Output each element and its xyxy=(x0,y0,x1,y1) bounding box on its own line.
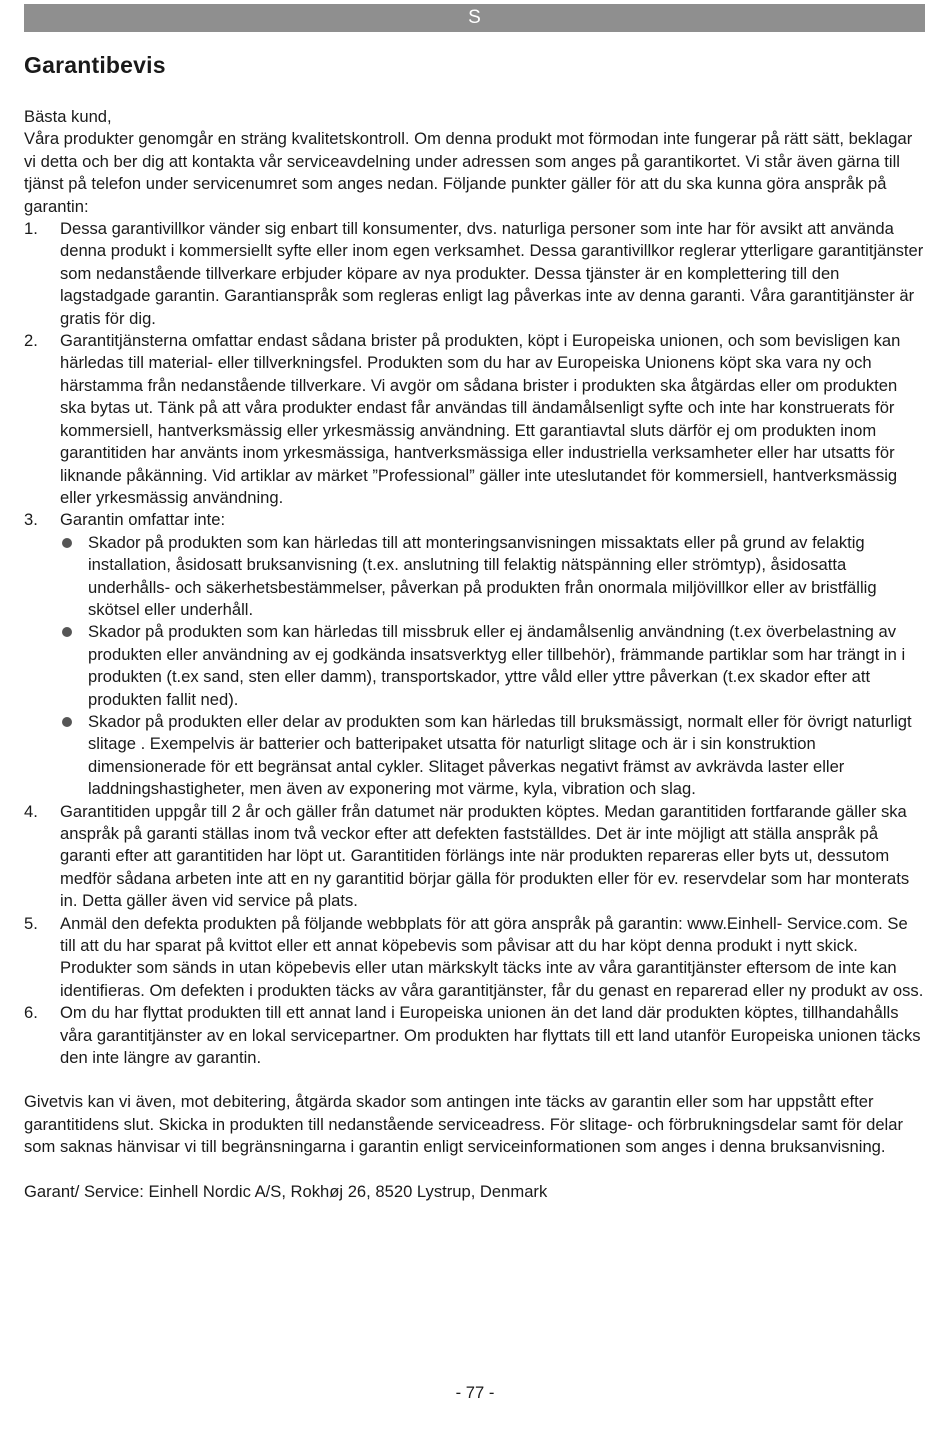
bullet-icon xyxy=(62,627,72,637)
item-number: 1. xyxy=(24,219,38,239)
service-address: Garant/ Service: Einhell Nordic A/S, Rokhøj 26, 8520 Lystrup, Denmark xyxy=(24,1181,548,1201)
page-number: - 77 - xyxy=(455,1383,495,1402)
item-text: Dessa garantivillkor vänder sig enbart till konsumenter, dvs. naturliga personer som inte har för avsikt att använda denna produkt i kommersiellt syfte eller inom egen verksamhet. Dessa garantivillkor reglerar ytterligare garantitjänster som nedanstående tillverkare erbjuder köpare av nya produkter. Dessa tjänster är en komplettering till den lagstadgade garantin. Garantianspråk som regleras enligt lag påverkas inte av denna garanti. Våra garantitjänster är gratis för dig. xyxy=(60,219,924,328)
exclusion-text: Skador på produkten som kan härledas till missbruk eller ej ändamålsenlig användning (t.ex överbelastning av produkten eller användning av ej godkända insatsverktyg eller tillbehör), främmande partiklar som har trängt in i produkten (t.ex sand, sten eller damm), transportskador, yttre våld eller yttre påverkan (t.ex skador efter att produkten fallit ned). xyxy=(88,622,906,709)
bullet-icon xyxy=(62,538,72,548)
item-text: Anmäl den defekta produkten på följande webbplats för att göra anspråk på garantin: www.Einhell- Service.com. Se till att du har sparat på kvittot eller ett annat köpebevis som påvisar att du har köpt denna produkt i nytt skick. Produkter som sänds in utan köpebevis eller utan märkskylt täcks inte av våra garantitjänster eftersom de inte kan identifieras. Om defekten i produkten täcks av våra garantitjänster, får du genast en reparerad eller ny produkt av oss. xyxy=(60,913,924,1000)
list-item xyxy=(24,1002,925,1069)
exclusion-item xyxy=(60,621,925,711)
list-item xyxy=(24,330,925,509)
exclusion-text: Skador på produkten som kan härledas till att monteringsanvisningen missaktats eller på grund av felaktig installation, åsidosatt bruksanvisning (t.ex. anslutning till felaktig nätspänning eller strömtyp), åsidosatta underhålls- och säkerhetsbestämmelser, påverkan på produkten från onormala miljövillkor eller av bristfällig skötsel eller underhåll. xyxy=(88,532,877,619)
language-header-bar xyxy=(24,4,925,32)
item-text: Om du har flyttat produkten till ett annat land i Europeiska unionen än det land där produkten köptes, tillhandahålls våra garantitjänster av en lokal servicepartner. Om produkten har flyttats till ett land utanför Europeiska unionen täcks den inte längre av garantin. xyxy=(60,1003,921,1068)
spacer xyxy=(24,1159,925,1181)
document-body xyxy=(24,106,925,1203)
language-code: S xyxy=(468,7,481,28)
bullet-icon xyxy=(62,717,72,727)
list-item xyxy=(24,218,925,330)
item-text: Garantin omfattar inte: xyxy=(60,510,226,530)
closing-paragraph: Givetvis kan vi även, mot debitering, åtgärda skador som antingen inte täcks av garantin eller som har uppstått efter garantitidens slut. Skicka in produkten till nedanstående serviceadress. För slitage- och förbrukningsdelar samt för delar som saknas hänvisar vi till begränsningarna i garantin enligt serviceinformationen som anges i denna bruksanvisning. xyxy=(24,1092,903,1157)
item-number: 4. xyxy=(24,801,38,821)
intro-paragraph: Våra produkter genomgår en sträng kvalitetskontroll. Om denna produkt mot förmodan inte fungerar på rätt sätt, beklagar vi detta och ber dig att kontakta vår serviceavdelning under adressen som anges på garantikortet. Vi står även gärna till tjänst på telefon under servicenumret som anges nedan. Följande punkter gäller för att du ska kunna göra anspråk på garantin: xyxy=(24,129,913,216)
item-number: 5. xyxy=(24,913,38,933)
salutation: Bästa kund, xyxy=(24,107,112,126)
list-item xyxy=(24,801,925,913)
warranty-terms-list xyxy=(24,218,925,1069)
list-item xyxy=(24,509,925,800)
item-number: 3. xyxy=(24,510,38,530)
document-title: Garantibevis xyxy=(24,52,166,78)
exclusions-list xyxy=(60,532,925,801)
exclusion-text: Skador på produkten eller delar av produkten som kan härledas till bruksmässigt, normalt eller för övrigt naturligt slitage . Exempelvis är batterier och batteripaket utsatta för naturligt slitage och är i sin konstruktion dimensionerade för ett begränsat antal cykler. Slitaget påverkas negativt främst av avkrävda laster eller laddningshastigheter, men även av exponering mot värme, kyla, vibration och slag. xyxy=(88,711,912,799)
spacer xyxy=(24,1069,925,1091)
list-item xyxy=(24,913,925,1003)
item-text: Garantitiden uppgår till 2 år och gäller från datumet när produkten köptes. Medan garantitiden fortfarande gäller ska anspråk på garanti ställas inom två veckor efter att defekten fastställdes. Det är inte möjligt att ställa anspråk på garanti efter att garantitiden har löpt ut. Garantitiden förlängs inte när produkten repareras eller byts ut, dessutom medför sådana arbeten inte att en ny garantitid börjar gälla för produkten eller för ev. reservdelar som har monterats in. Detta gäller även vid service på plats. xyxy=(60,801,910,911)
exclusion-item xyxy=(60,532,925,622)
exclusion-item xyxy=(60,711,925,801)
item-number: 2. xyxy=(24,331,38,351)
item-text: Garantitjänsterna omfattar endast sådana brister på produkten, köpt i Europeiska unionen, och som bevisligen kan härledas till material- eller tillverkningsfel. Produkten som du har av Europeiska Unionens köpt ska vara ny och härstamma från nedanstående tillverkare. Vi avgör om sådana brister i produkten ska åtgärdas eller om produkten ska bytas ut. Tänk på att våra produkter endast får användas till ändamålsenligt syfte och inte har konstruerats för kommersiell, hantverksmässig eller yrkesmässig användning. Ett garantiavtal sluts därför ej om produkten inom garantitiden har använts inom yrkesmässiga, hantverksmässiga eller industriella verksamheter eller har utsatts för liknande påkänning. Vid artiklar av märket ”Professional” gäller inte uteslutandet för kommersiell, hantverksmässig eller yrkesmässig användning. xyxy=(60,331,901,507)
item-number: 6. xyxy=(24,1003,38,1023)
